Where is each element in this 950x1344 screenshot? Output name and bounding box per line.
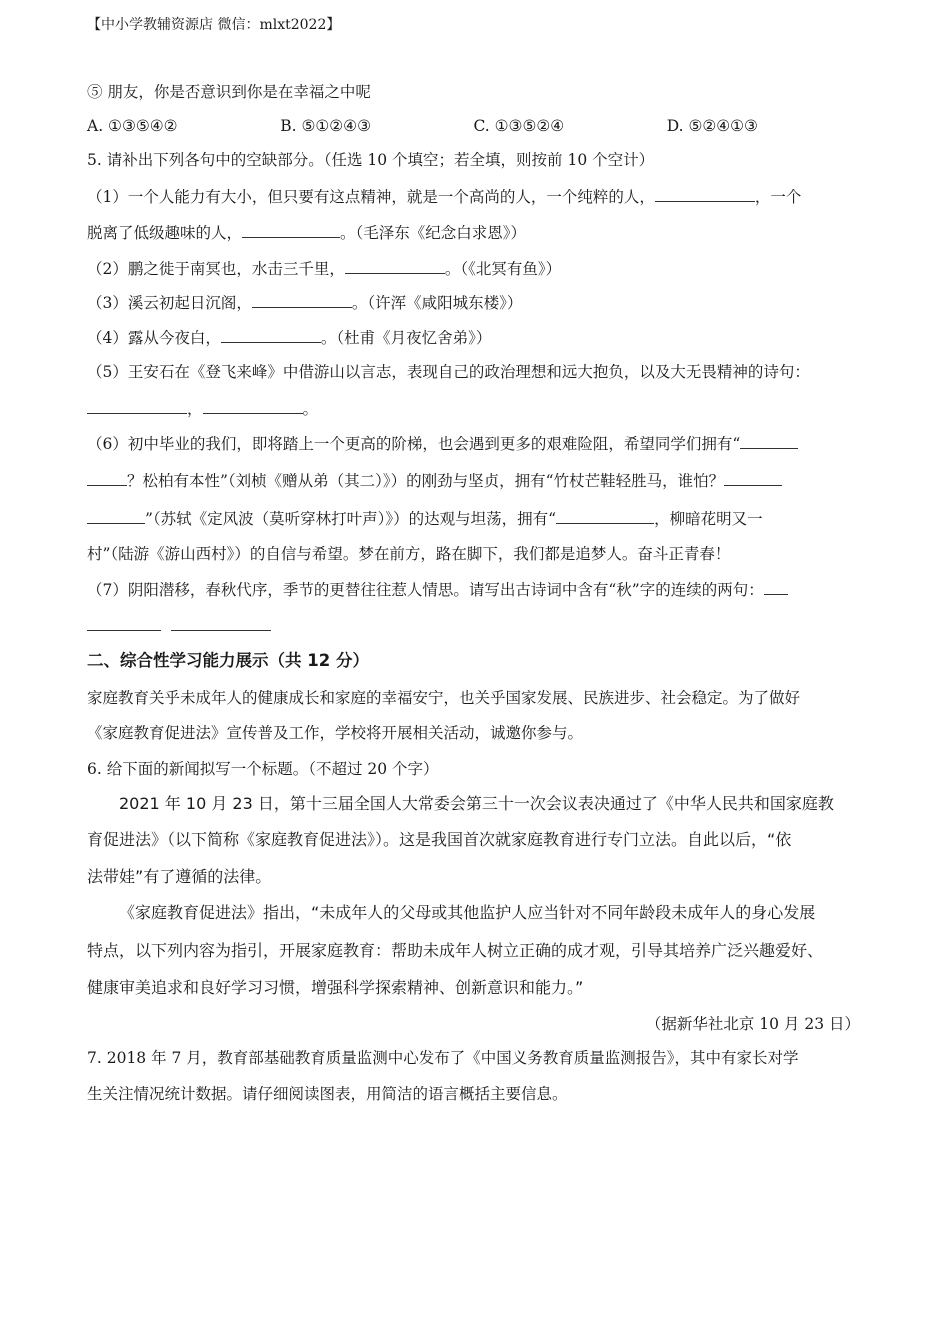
q5-s6-line2: ？松柏有本性”（刘桢《赠从弟（其二）》）的刚劲与坚贞，拥有“竹杖芒鞋轻胜马，谁怕？ [87, 469, 860, 492]
blank[interactable] [87, 614, 161, 631]
q6-stem: 6. 给下面的新闻拟写一个标题。（不超过 20 个字） [87, 760, 439, 778]
option-b: B. ⑤①②④③ [280, 117, 371, 135]
q5-s6-line1: （6）初中毕业的我们，即将踏上一个更高的阶梯，也会遇到更多的艰难险阻，希望同学们拥有“ [87, 432, 860, 455]
news-p2-line1: 《家庭教育促进法》指出，“未成年人的父母或其他监护人应当针对不同年龄段未成年人的身心发展 [119, 903, 816, 922]
q4-item-5: ⑤ 朋友，你是否意识到你是在幸福之中呢 [87, 83, 371, 101]
blank[interactable] [203, 397, 303, 414]
q4-options [87, 115, 860, 137]
option-d: D. ⑤②④①③ [666, 117, 758, 135]
q5-s1-line1: （1）一个人能力有大小，但只要有这点精神，就是一个高尚的人，一个纯粹的人， ，一个 [87, 185, 860, 208]
page-header: 【中小学教辅资源店 微信：mlxt2022】 [87, 17, 341, 33]
news-p2-line3: 健康审美追求和良好学习习惯，增强科学探索精神、创新意识和能力。” [87, 978, 584, 997]
q5-s1-line2: 脱离了低级趣味的人， 。（毛泽东《纪念白求恩》） [87, 221, 860, 244]
q5-s6-line3: ”（苏轼《定风波（莫听穿林打叶声）》）的达观与坦荡，拥有“ ，柳暗花明又一 [87, 507, 860, 530]
blank[interactable] [740, 432, 798, 449]
blank[interactable] [242, 221, 340, 238]
news-source: （据新华社北京 10 月 23 日） [645, 1015, 860, 1033]
q5-stem: 5. 请补出下列各句中的空缺部分。（任选 10 个填空；若全填，则按前 10 个空计） [87, 151, 655, 169]
q5-s7-line2 [87, 614, 860, 637]
news-p2-line2: 特点，以下列内容为指引，开展家庭教育：帮助未成年人树立正确的成才观，引导其培养广泛兴趣爱好、 [87, 941, 824, 960]
q7-line2: 生关注情况统计数据。请仔细阅读图表，用简洁的语言概括主要信息。 [87, 1085, 568, 1103]
q5-s5-line2: ， 。 [87, 397, 860, 420]
news-p1-line3: 法带娃”有了遵循的法律。 [87, 867, 272, 886]
blank[interactable] [764, 578, 788, 595]
blank[interactable] [345, 257, 445, 274]
section-2-title: 二、综合性学习能力展示（共 12 分） [87, 651, 369, 670]
blank[interactable] [87, 507, 145, 524]
blank[interactable] [252, 291, 352, 308]
q5-s4: （4）露从今夜白， 。（杜甫《月夜忆舍弟》） [87, 326, 860, 349]
news-p1-line1: 2021 年 10 月 23 日，第十三届全国人大常委会第三十一次会议表决通过了《中华人民共和国家庭教 [119, 794, 834, 813]
blank[interactable] [87, 397, 187, 414]
blank[interactable] [724, 469, 782, 486]
blank[interactable] [87, 469, 127, 486]
q5-s7-line1: （7）阴阳潜移，春秋代序，季节的更替往往惹人情思。请写出古诗词中含有“秋”字的连续的两句： [87, 578, 860, 601]
q5-s6-line4: 村”（陆游《游山西村》）的自信与希望。梦在前方，路在脚下，我们都是追梦人。奋斗正青春！ [87, 545, 731, 563]
option-c: C. ①③⑤②④ [473, 117, 565, 135]
blank[interactable] [655, 185, 755, 202]
section-2-intro-1: 家庭教育关乎未成年人的健康成长和家庭的幸福安宁，也关乎国家发展、民族进步、社会稳定。为了做好 [87, 689, 801, 707]
blank[interactable] [556, 507, 654, 524]
q5-s3: （3）溪云初起日沉阁， 。（许浑《咸阳城东楼》） [87, 291, 860, 314]
blank[interactable] [171, 614, 271, 631]
news-p1-line2: 育促进法》（以下简称《家庭教育促进法》）。这是我国首次就家庭教育进行专门立法。自此以后，“依 [87, 830, 792, 849]
q7-line1: 7. 2018 年 7 月，教育部基础教育质量监测中心发布了《中国义务教育质量监测报告》，其中有家长对学 [87, 1049, 799, 1067]
option-a: A. ①③⑤④② [87, 117, 178, 135]
blank[interactable] [221, 326, 321, 343]
section-2-intro-2: 《家庭教育促进法》宣传普及工作，学校将开展相关活动，诚邀你参与。 [87, 724, 584, 742]
q5-s2: （2）鹏之徙于南冥也，水击三千里， 。（《北冥有鱼》） [87, 257, 860, 280]
q5-s5-line1: （5）王安石在《登飞来峰》中借游山以言志，表现自己的政治理想和远大抱负，以及大无畏精神的诗句： [87, 363, 810, 381]
